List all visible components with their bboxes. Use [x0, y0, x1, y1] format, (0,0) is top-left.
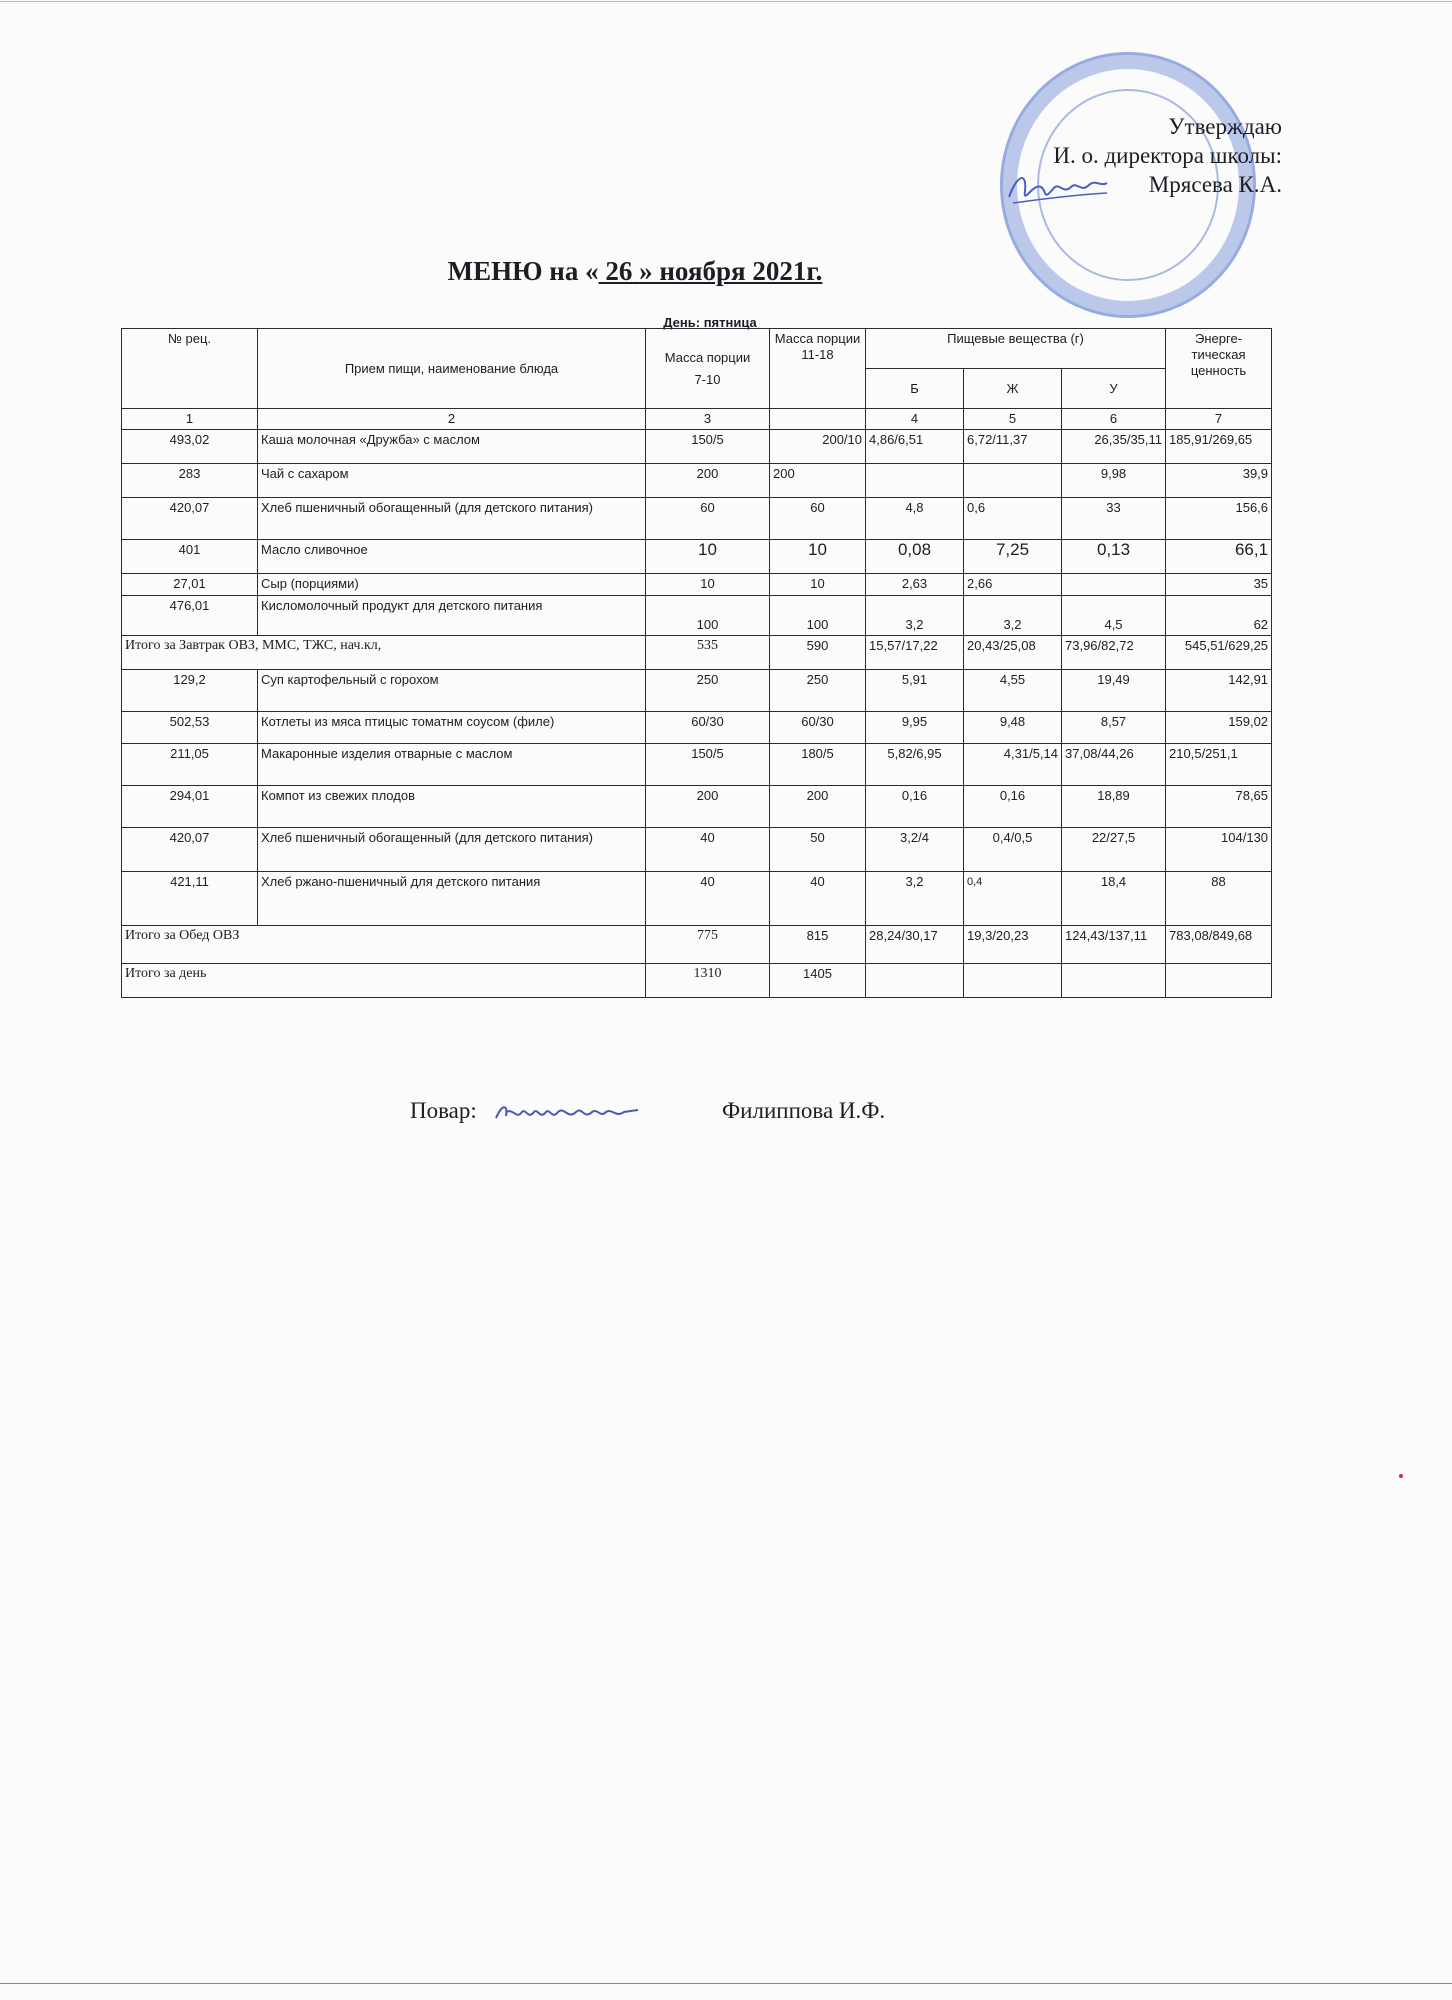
total-label: Итого за Обед ОВЗ [122, 926, 646, 964]
total-zh: 20,43/25,08 [964, 636, 1062, 670]
total-b: 15,57/17,22 [866, 636, 964, 670]
col-number [770, 409, 866, 430]
cell-b: 0,16 [866, 786, 964, 828]
col-number: 3 [646, 409, 770, 430]
cell-energy: 39,9 [1166, 464, 1272, 498]
header-dish: Прием пищи, наименование блюда [258, 329, 646, 409]
total-label: Итого за Завтрак ОВЗ, ММС, ТЖС, нач.кл, [122, 636, 646, 670]
title-prefix: МЕНЮ на « [447, 256, 599, 286]
cell-zh: 2,66 [964, 574, 1062, 596]
cell-mass2: 40 [770, 872, 866, 926]
cell-energy: 35 [1166, 574, 1272, 596]
total-mass1: 775 [646, 926, 770, 964]
cell-b: 3,2/4 [866, 828, 964, 872]
cell-mass1: 40 [646, 872, 770, 926]
cell-u: 4,5 [1062, 596, 1166, 636]
table-row [122, 498, 1272, 540]
cell-rec: 420,07 [122, 828, 258, 872]
header-b: Б [866, 369, 964, 409]
total-mass1: 1310 [646, 964, 770, 998]
cell-mass2: 250 [770, 670, 866, 712]
title-day: 26 [598, 256, 640, 286]
cell-b: 5,91 [866, 670, 964, 712]
cell-rec: 421,11 [122, 872, 258, 926]
cell-dish: Суп картофельный с горохом [258, 670, 646, 712]
cell-zh: 0,4/0,5 [964, 828, 1062, 872]
cell-dish: Кисломолочный продукт для детского питания [258, 596, 646, 636]
cell-mass1: 200 [646, 464, 770, 498]
scan-bottom-edge [0, 1983, 1452, 1984]
total-energy: 783,08/849,68 [1166, 926, 1272, 964]
cell-mass2: 100 [770, 596, 866, 636]
column-number-row [122, 409, 1272, 430]
cell-u: 9,98 [1062, 464, 1166, 498]
cell-dish: Котлеты из мяса птицыс томатнм соусом (филе) [258, 712, 646, 744]
total-mass2: 1405 [770, 964, 866, 998]
cell-dish: Макаронные изделия отварные с маслом [258, 744, 646, 786]
col-number: 1 [122, 409, 258, 430]
table-row [122, 430, 1272, 464]
cell-rec: 211,05 [122, 744, 258, 786]
cell-u: 0,13 [1062, 540, 1166, 574]
cell-dish: Каша молочная «Дружба» с маслом [258, 430, 646, 464]
total-energy: 545,51/629,25 [1166, 636, 1272, 670]
breakfast-total-row [122, 636, 1272, 670]
col-number: 7 [1166, 409, 1272, 430]
total-mass2: 590 [770, 636, 866, 670]
cell-energy: 66,1 [1166, 540, 1272, 574]
header-mass-7-10-age: 7-10 [694, 371, 721, 387]
cell-mass2: 60 [770, 498, 866, 540]
cell-b: 4,8 [866, 498, 964, 540]
header-mass-11-18 [770, 329, 866, 409]
header-u: У [1062, 369, 1166, 409]
title-suffix: » ноября 2021г. [639, 256, 823, 286]
cell-mass2: 180/5 [770, 744, 866, 786]
total-b: 28,24/30,17 [866, 926, 964, 964]
total-u [1062, 964, 1166, 998]
cell-b: 5,82/6,95 [866, 744, 964, 786]
header-nutrients: Пищевые вещества (г) [866, 329, 1166, 369]
cell-rec: 502,53 [122, 712, 258, 744]
cell-mass1: 60/30 [646, 712, 770, 744]
col-number: 2 [258, 409, 646, 430]
cell-mass1: 150/5 [646, 430, 770, 464]
cell-mass1: 10 [646, 574, 770, 596]
cell-zh [964, 464, 1062, 498]
cell-b: 4,86/6,51 [866, 430, 964, 464]
cell-zh: 0,16 [964, 786, 1062, 828]
cell-rec: 493,02 [122, 430, 258, 464]
cell-dish: Компот из свежих плодов [258, 786, 646, 828]
cell-zh: 6,72/11,37 [964, 430, 1062, 464]
cook-signature [492, 1098, 642, 1128]
cell-mass1: 250 [646, 670, 770, 712]
cell-rec: 294,01 [122, 786, 258, 828]
header-row [122, 329, 1272, 369]
cell-rec: 283 [122, 464, 258, 498]
header-zh: Ж [964, 369, 1062, 409]
cell-b: 9,95 [866, 712, 964, 744]
cell-u: 19,49 [1062, 670, 1166, 712]
header-mass-7-10 [646, 329, 770, 409]
cook-name: Филиппова И.Ф. [722, 1098, 886, 1123]
header-mass-7-10-label: Масса порции [664, 349, 751, 365]
cell-energy: 78,65 [1166, 786, 1272, 828]
cell-dish: Сыр (порциями) [258, 574, 646, 596]
cell-energy: 62 [1166, 596, 1272, 636]
col-number: 5 [964, 409, 1062, 430]
cell-energy: 159,02 [1166, 712, 1272, 744]
col-number: 6 [1062, 409, 1166, 430]
cell-mass2: 10 [770, 540, 866, 574]
table-row [122, 712, 1272, 744]
approval-line-approve: Утверждаю [1168, 114, 1282, 139]
cell-rec: 420,07 [122, 498, 258, 540]
scan-top-edge [0, 1, 1452, 2]
cook-label: Повар: [410, 1098, 477, 1123]
cell-b: 3,2 [866, 872, 964, 926]
total-u: 124,43/137,11 [1062, 926, 1166, 964]
table-row [122, 786, 1272, 828]
total-label: Итого за день [122, 964, 646, 998]
cell-rec: 401 [122, 540, 258, 574]
header-mass-11-18-label: Масса порции [774, 331, 861, 346]
table-row [122, 828, 1272, 872]
cell-u: 37,08/44,26 [1062, 744, 1166, 786]
cell-dish: Чай с сахаром [258, 464, 646, 498]
cell-mass1: 60 [646, 498, 770, 540]
cell-u: 18,4 [1062, 872, 1166, 926]
cell-mass2: 200/10 [770, 430, 866, 464]
cell-zh: 4,55 [964, 670, 1062, 712]
cell-b: 2,63 [866, 574, 964, 596]
cell-mass1: 150/5 [646, 744, 770, 786]
table-row [122, 464, 1272, 498]
cell-zh: 0,6 [964, 498, 1062, 540]
cell-energy: 210,5/251,1 [1166, 744, 1272, 786]
total-b [866, 964, 964, 998]
cell-rec: 129,2 [122, 670, 258, 712]
cell-mass2: 50 [770, 828, 866, 872]
cell-energy: 156,6 [1166, 498, 1272, 540]
cell-energy: 142,91 [1166, 670, 1272, 712]
col-number: 4 [866, 409, 964, 430]
table-row [122, 744, 1272, 786]
cell-b [866, 464, 964, 498]
cell-rec: 476,01 [122, 596, 258, 636]
cell-b: 3,2 [866, 596, 964, 636]
cell-mass1: 40 [646, 828, 770, 872]
page-title [0, 256, 1270, 287]
approval-line-name: Мрясева К.А. [1148, 172, 1282, 197]
cell-dish: Хлеб пшеничный обогащенный (для детского питания) [258, 498, 646, 540]
cell-zh: 0,4 [964, 872, 1062, 926]
day-label: День: пятница [663, 315, 757, 330]
cell-b: 0,08 [866, 540, 964, 574]
scan-speck [1399, 1474, 1403, 1478]
cell-u: 18,89 [1062, 786, 1166, 828]
cell-energy: 185,91/269,65 [1166, 430, 1272, 464]
header-rec: № рец. [122, 329, 258, 409]
approval-line-position: И. о. директора школы: [1053, 143, 1282, 168]
cell-u: 22/27,5 [1062, 828, 1166, 872]
cell-energy: 88 [1166, 872, 1272, 926]
table-row [122, 670, 1272, 712]
day-total-row [122, 964, 1272, 998]
cell-mass2: 10 [770, 574, 866, 596]
cell-u: 33 [1062, 498, 1166, 540]
header-energy: Энерге-тическая ценность [1166, 329, 1272, 409]
cell-zh: 4,31/5,14 [964, 744, 1062, 786]
total-mass2: 815 [770, 926, 866, 964]
table-row [122, 872, 1272, 926]
menu-table [121, 328, 1272, 998]
cell-rec: 27,01 [122, 574, 258, 596]
approval-block [1053, 112, 1282, 199]
cell-mass2: 200 [770, 464, 866, 498]
total-zh: 19,3/20,23 [964, 926, 1062, 964]
cell-mass2: 200 [770, 786, 866, 828]
total-zh [964, 964, 1062, 998]
table-row [122, 540, 1272, 574]
cell-zh: 3,2 [964, 596, 1062, 636]
table-row [122, 596, 1272, 636]
cell-u: 8,57 [1062, 712, 1166, 744]
cell-mass1: 200 [646, 786, 770, 828]
cell-dish: Хлеб ржано-пшеничный для детского питания [258, 872, 646, 926]
cell-dish: Хлеб пшеничный обогащенный (для детского питания) [258, 828, 646, 872]
cell-u: 26,35/35,11 [1062, 430, 1166, 464]
cell-dish: Масло сливочное [258, 540, 646, 574]
total-energy [1166, 964, 1272, 998]
cell-u [1062, 574, 1166, 596]
lunch-total-row [122, 926, 1272, 964]
cell-energy: 104/130 [1166, 828, 1272, 872]
cell-mass1: 10 [646, 540, 770, 574]
cell-zh: 9,48 [964, 712, 1062, 744]
cell-zh: 7,25 [964, 540, 1062, 574]
cell-mass1: 100 [646, 596, 770, 636]
total-u: 73,96/82,72 [1062, 636, 1166, 670]
total-mass1: 535 [646, 636, 770, 670]
header-mass-11-18-age: 11-18 [801, 347, 834, 362]
table-row [122, 574, 1272, 596]
cell-mass2: 60/30 [770, 712, 866, 744]
